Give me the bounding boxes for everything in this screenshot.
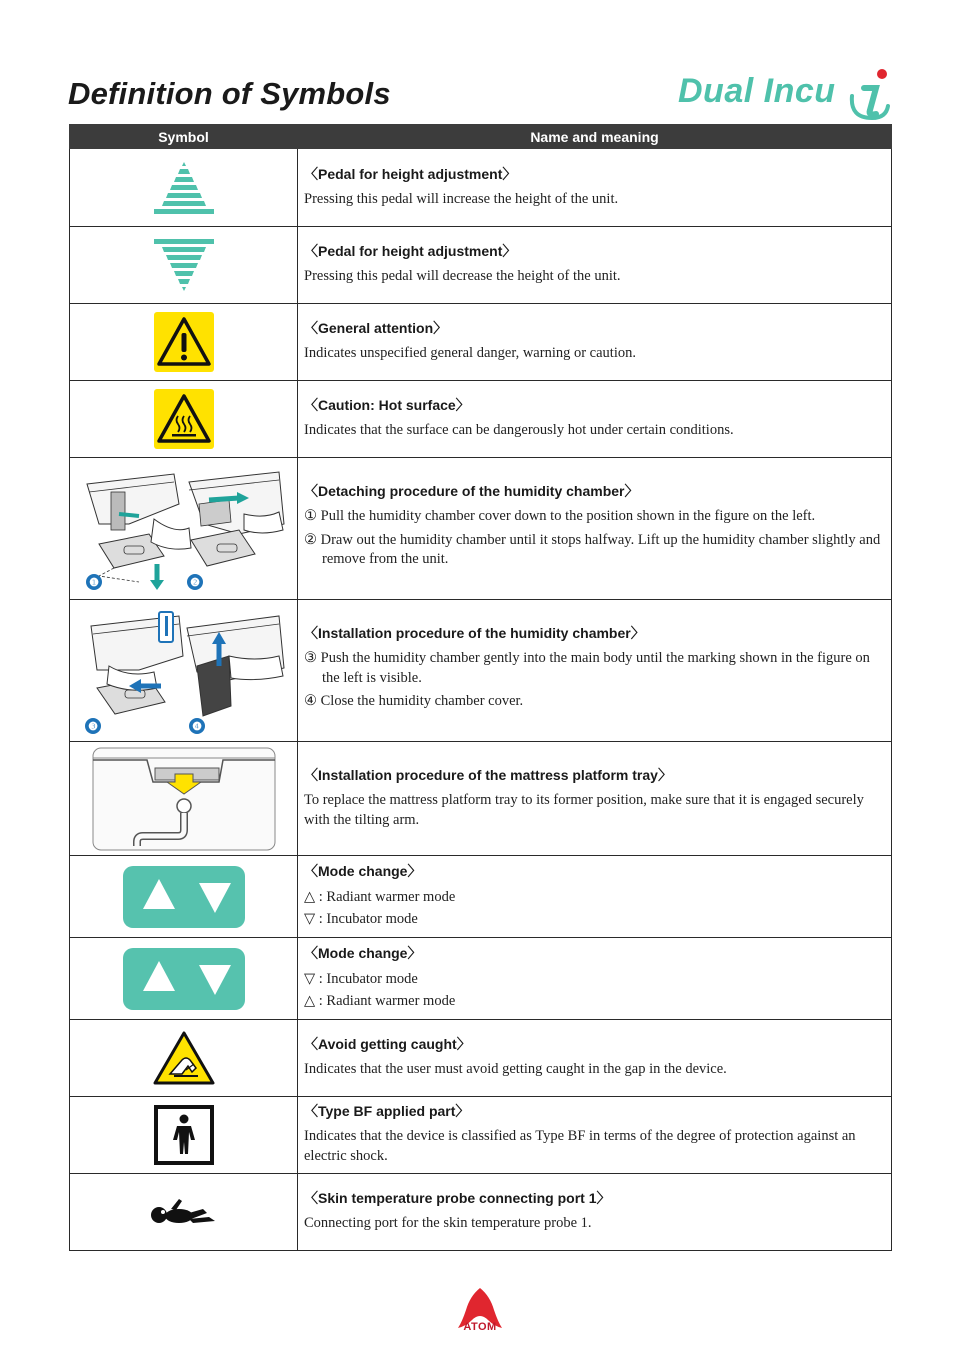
item-text: Indicates that the surface can be dangerously hot under certain conditions.: [304, 422, 734, 439]
brand-name: Dual Incu: [678, 72, 836, 110]
item-name: 〈Detaching procedure of the humidity chamber〉: [304, 483, 639, 500]
infant-probe-icon: [149, 1195, 219, 1229]
procedure-step: ① Pull the humidity chamber cover down to the position shown in the figure on the left.: [304, 508, 816, 525]
table-row: [70, 742, 892, 856]
item-text: Indicates unspecified general danger, warning or caution.: [304, 345, 636, 362]
symbol-cell: [70, 381, 298, 458]
meaning-cell: [298, 227, 892, 304]
humidity-chamber-install-figure: [79, 606, 289, 736]
item-text: Indicates that the user must avoid getting caught in the gap in the device.: [304, 1061, 727, 1078]
table-row: [70, 304, 892, 381]
symbol-cell: [70, 856, 298, 938]
symbol-cell: [70, 742, 298, 856]
footer-logo-text: ATOM: [463, 1321, 497, 1333]
table-row: [70, 938, 892, 1020]
col-symbol-header: Symbol: [70, 125, 298, 149]
meaning-cell: [298, 1097, 892, 1174]
symbol-cell: [70, 600, 298, 742]
item-name: 〈Installation procedure of the mattress platform tray〉: [304, 766, 672, 783]
table-row: [70, 1174, 892, 1251]
meaning-cell: [298, 304, 892, 381]
pedal-up-icon: [153, 160, 215, 216]
symbol-cell: [70, 938, 298, 1020]
meaning-cell: [298, 1020, 892, 1097]
figure-label-2: ❷: [189, 576, 200, 589]
meaning-cell: [298, 856, 892, 938]
table-header-row: [70, 125, 892, 149]
table-row: [70, 1097, 892, 1174]
hot-surface-icon: [153, 388, 215, 450]
mode-line: ▽ : Incubator mode: [304, 910, 418, 927]
table-row: [70, 381, 892, 458]
procedure-step: ③ Push the humidity chamber gently into the main body until the marking shown in the figure on the left is visible.: [304, 650, 870, 686]
brand-logo: [676, 66, 896, 122]
general-warning-icon: [153, 311, 215, 373]
symbol-cell: [70, 227, 298, 304]
item-text: Pressing this pedal will decrease the height of the unit.: [304, 268, 621, 285]
symbols-table: [69, 124, 892, 1251]
page-title: Definition of Symbols: [68, 76, 391, 111]
item-text: Indicates that the device is classified as Type BF in terms of the degree of protection against an electric shock.: [304, 1128, 856, 1164]
item-name: 〈Mode change〉: [304, 945, 422, 962]
procedure-step: ② Draw out the humidity chamber until it stops halfway. Lift up the humidity chamber slightly and remove from the unit.: [304, 531, 881, 568]
item-name: 〈Mode change〉: [304, 863, 422, 880]
item-text: Pressing this pedal will increase the height of the unit.: [304, 190, 619, 207]
mode-change-icon: [122, 947, 246, 1011]
meaning-cell: [298, 742, 892, 856]
symbol-cell: [70, 1020, 298, 1097]
procedure-step: ④ Close the humidity chamber cover.: [304, 693, 524, 710]
item-name: 〈Pedal for height adjustment〉: [304, 165, 517, 182]
item-name: 〈Skin temperature probe connecting port 1〉: [304, 1190, 611, 1207]
item-name: 〈General attention〉: [304, 320, 448, 337]
table-row: [70, 227, 892, 304]
hand-crush-warning-icon: [152, 1030, 216, 1086]
item-name: 〈Caution: Hot surface〉: [304, 397, 470, 414]
meaning-cell: [298, 458, 892, 600]
mode-change-icon: [122, 865, 246, 929]
table-row: [70, 856, 892, 938]
symbol-cell: [70, 304, 298, 381]
mode-line: △ : Radiant warmer mode: [304, 992, 456, 1009]
humidity-chamber-detach-figure: [79, 464, 289, 594]
item-name: 〈Pedal for height adjustment〉: [304, 243, 517, 260]
table-row: [70, 458, 892, 600]
symbol-cell: [70, 149, 298, 227]
type-bf-icon: [153, 1104, 215, 1166]
item-name: 〈Avoid getting caught〉: [304, 1036, 471, 1053]
item-text: Connecting port for the skin temperature probe 1.: [304, 1215, 592, 1232]
col-meaning-header: Name and meaning: [298, 125, 892, 149]
meaning-cell: [298, 600, 892, 742]
table-row: [70, 600, 892, 742]
figure-label-3: ❸: [87, 720, 98, 733]
item-name: 〈Installation procedure of the humidity chamber〉: [304, 625, 645, 642]
meaning-cell: [298, 938, 892, 1020]
mattress-tray-figure: [91, 746, 277, 852]
symbol-cell: [70, 1174, 298, 1251]
meaning-cell: [298, 381, 892, 458]
item-name: 〈Type BF applied part〉: [304, 1103, 470, 1120]
meaning-cell: [298, 1174, 892, 1251]
mode-line: ▽ : Incubator mode: [304, 971, 418, 988]
meaning-cell: [298, 149, 892, 227]
pedal-down-icon: [153, 237, 215, 293]
brand-i-icon: [848, 66, 896, 122]
figure-label-1: ❶: [88, 576, 99, 589]
symbol-cell: [70, 1097, 298, 1174]
symbol-cell: [70, 458, 298, 600]
table-row: [70, 149, 892, 227]
item-text: To replace the mattress platform tray to its former position, make sure that it is engaged securely with the tilting arm.: [304, 791, 864, 828]
table-row: [70, 1020, 892, 1097]
figure-label-4: ❹: [191, 720, 202, 733]
mode-line: △ : Radiant warmer mode: [304, 889, 456, 906]
